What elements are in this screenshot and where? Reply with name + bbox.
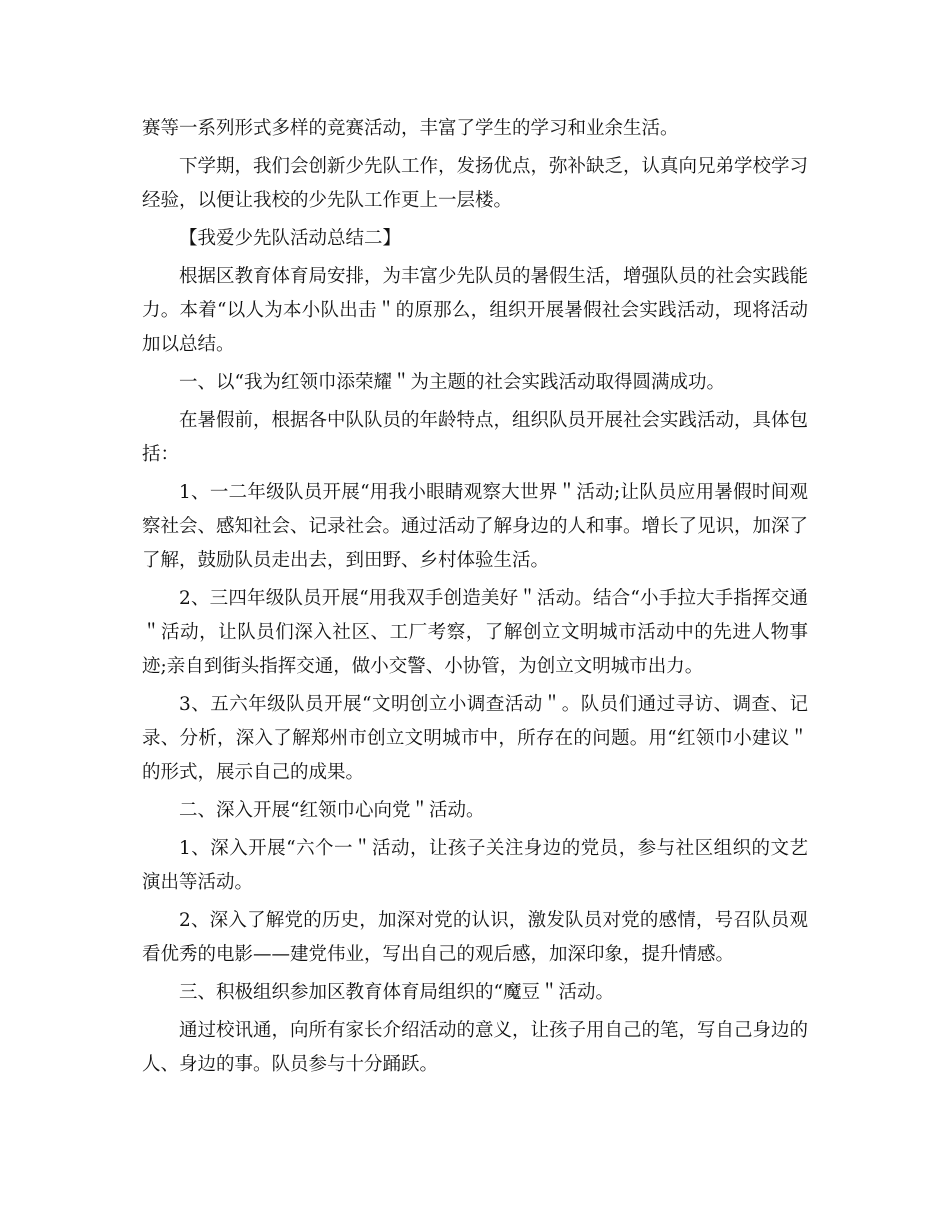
paragraph-before-summer: 在暑假前，根据各中队队员的年龄特点，组织队员开展社会实践活动，具体包括：	[142, 410, 809, 465]
paragraph-continuation: 赛等一系列形式多样的竞赛活动，丰富了学生的学习和业余生活。	[142, 118, 679, 139]
section-heading: 【我爱少先队活动总结二】	[179, 228, 402, 249]
heading-part-one: 一、以“我为红领巾添荣耀＂为主题的社会实践活动取得圆满成功。	[179, 372, 725, 393]
heading-part-two: 二、深入开展“红领巾心向党＂活动。	[179, 800, 485, 821]
document-body	[142, 112, 808, 1086]
list-item-party-history: 2、深入了解党的历史，加深对党的认识，激发队员对党的感情，号召队员观看优秀的电影——建党伟业，写出自己的观后感，加深印象，提升情感。	[142, 910, 808, 965]
list-item-grade-1-2: 1、一二年级队员开展“用我小眼睛观察大世界＂活动;让队员应用暑假时间观察社会、感知社会、记录社会。通过活动了解身边的人和事。增长了见识，加深了了解，鼓励队员走出去，到田野、乡村体验生活。	[142, 482, 809, 571]
list-item-six-ones: 1、深入开展“六个一＂活动，让孩子关注身边的党员，参与社区组织的文艺演出等活动。	[142, 838, 808, 893]
heading-part-three: 三、积极组织参加区教育体育局组织的“魔豆＂活动。	[179, 982, 614, 1003]
list-item-grade-5-6: 3、五六年级队员开展“文明创立小调查活动＂。队员们通过寻访、调查、记录、分析，深入了解郑州市创立文明城市中，所存在的问题。用“红领巾小建议＂的形式，展示自己的成果。	[142, 694, 808, 783]
list-item-grade-3-4: 2、三四年级队员开展“用我双手创造美好＂活动。结合“小手拉大手指挥交通＂活动，让队员们深入社区、工厂考察，了解创立文明城市活动中的先进人物事迹;亲自到街头指挥交通，做小交警、小协管，为创立文明城市出力。	[142, 588, 808, 677]
paragraph-next-semester: 下学期，我们会创新少先队工作，发扬优点，弥补缺乏，认真向兄弟学校学习经验，以便让我校的少先队工作更上一层楼。	[142, 156, 809, 211]
paragraph-school-messaging: 通过校讯通，向所有家长介绍活动的意义，让孩子用自己的笔，写自己身边的人、身边的事。队员参与十分踊跃。	[142, 1020, 809, 1075]
paragraph-intro: 根据区教育体育局安排，为丰富少先队员的暑假生活，增强队员的社会实践能力。本着“以人为本小队出击＂的原那么，组织开展暑假社会实践活动，现将活动加以总结。	[142, 266, 809, 355]
